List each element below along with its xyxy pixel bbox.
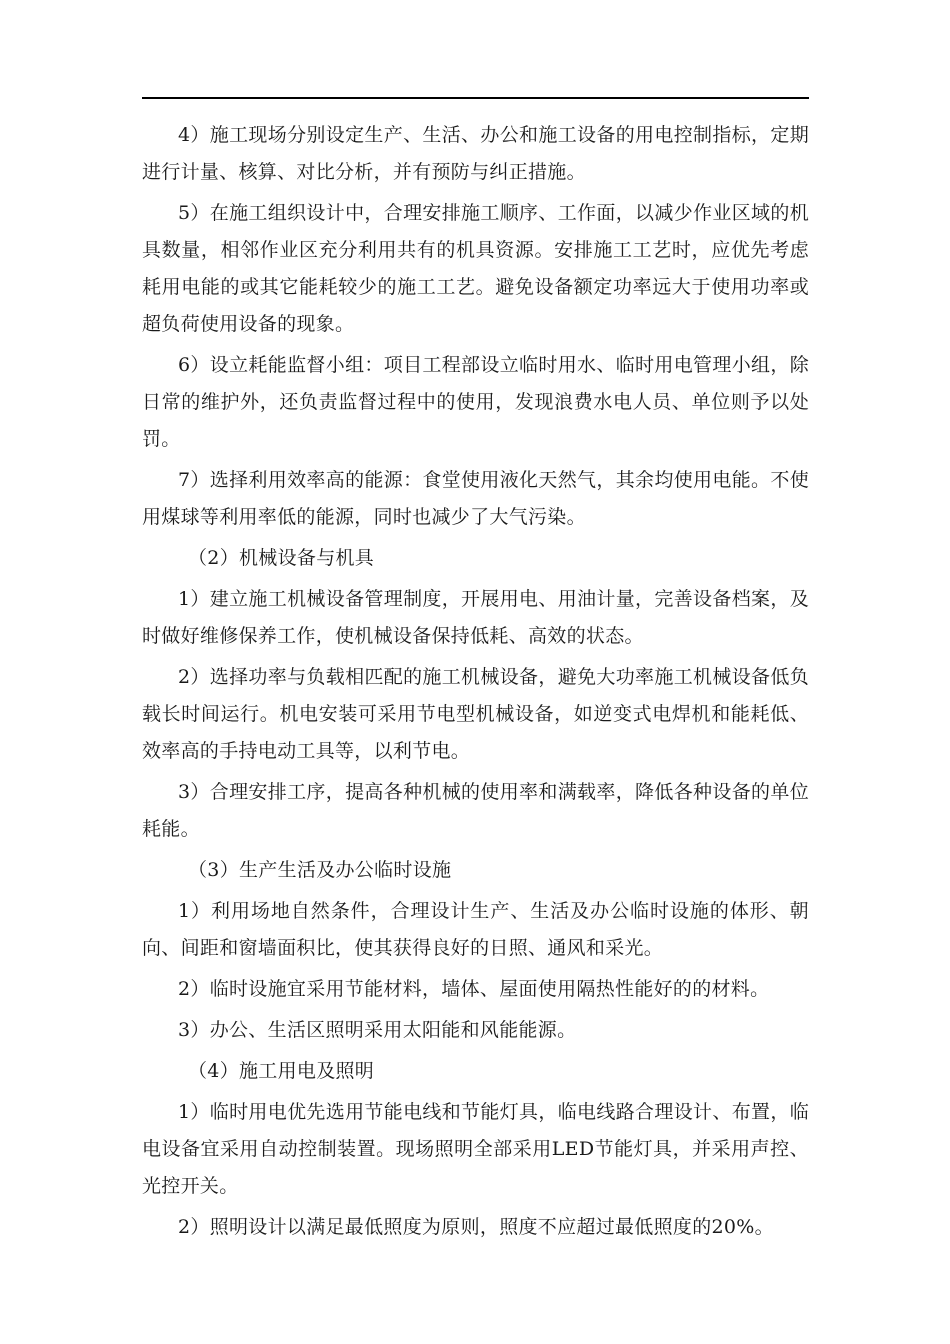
paragraph-construction-organization: 5）在施工组织设计中，合理安排施工顺序、工作面，以减少作业区域的机具数量，相邻作业区充分利用共有的机具资源。安排施工工艺时，应优先考虑耗用电能的或其它能耗较少的施工工艺。避免设备额定功率远大于使用功率或超负荷使用设备的现象。	[142, 202, 809, 335]
paragraph-machinery-selection: 2）选择功率与负载相匹配的施工机械设备，避免大功率施工机械设备低负载长时间运行。机电安装可采用节电型机械设备，如逆变式电焊机和能耗低、效率高的手持电动工具等，以利节电。	[142, 666, 809, 762]
paragraph-process-arrangement: 3）合理安排工序，提高各种机械的使用率和满载率，降低各种设备的单位耗能。	[142, 781, 809, 840]
section-heading-machinery: （2）机械设备与机具	[188, 547, 375, 569]
paragraph-energy-control-indicators: 4）施工现场分别设定生产、生活、办公和施工设备的用电控制指标，定期进行计量、核算、对比分析，并有预防与纠正措施。	[142, 124, 809, 183]
section-heading-power-lighting: （4）施工用电及照明	[188, 1060, 375, 1082]
paragraph-machinery-management: 1）建立施工机械设备管理制度，开展用电、用油计量，完善设备档案，及时做好维修保养工作，使机械设备保持低耗、高效的状态。	[142, 588, 809, 647]
paragraph-temporary-power: 1）临时用电优先选用节能电线和节能灯具，临电线路合理设计、布置，临电设备宜采用自动控制装置。现场照明全部采用LED节能灯具，并采用声控、光控开关。	[142, 1101, 809, 1197]
section-heading-temporary-facilities: （3）生产生活及办公临时设施	[188, 859, 452, 881]
paragraph-solar-wind-lighting: 3）办公、生活区照明采用太阳能和风能能源。	[178, 1019, 577, 1041]
header-rule	[142, 97, 809, 99]
paragraph-energy-supervision-group: 6）设立耗能监督小组：项目工程部设立临时用水、临时用电管理小组，除日常的维护外，还负责监督过程中的使用，发现浪费水电人员、单位则予以处罚。	[142, 354, 809, 450]
document-body	[142, 117, 809, 1250]
paragraph-energy-saving-materials: 2）临时设施宜采用节能材料，墙体、屋面使用隔热性能好的的材料。	[178, 978, 770, 1000]
paragraph-site-conditions: 1）利用场地自然条件，合理设计生产、生活及办公临时设施的体形、朝向、间距和窗墙面积比，使其获得良好的日照、通风和采光。	[142, 900, 809, 959]
paragraph-efficient-energy: 7）选择利用效率高的能源：食堂使用液化天然气，其余均使用电能。不使用煤球等利用率低的能源，同时也减少了大气污染。	[142, 469, 809, 528]
paragraph-lighting-design: 2）照明设计以满足最低照度为原则，照度不应超过最低照度的20%。	[178, 1216, 774, 1238]
